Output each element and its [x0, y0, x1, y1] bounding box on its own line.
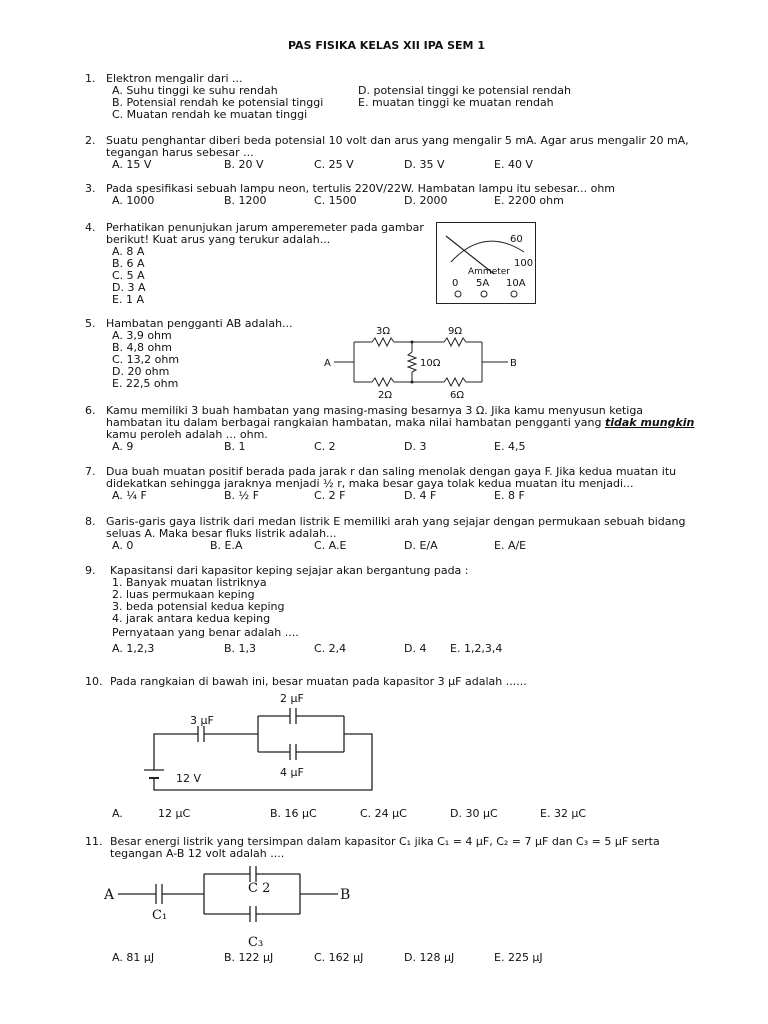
question-text-line1: Dua buah muatan positif berada pada jarak r dan saling menolak dengan gaya F. Jika kedua muatan itu — [106, 465, 677, 478]
option-a: A. Suhu tinggi ke suhu rendah — [112, 84, 278, 97]
option-e: E. 2200 ohm — [494, 194, 564, 207]
question-number: 8. — [85, 515, 96, 528]
node-b-label: B — [340, 887, 351, 903]
question-text-line1: Kamu memiliki 3 buah hambatan yang masing-masing besarnya 3 Ω. Jika kamu menyusun ketiga — [106, 404, 644, 417]
option-d: D. 4 F — [404, 489, 437, 502]
question-text-line3: kamu peroleh adalah ... ohm. — [106, 428, 268, 441]
statement-prompt: Pernyataan yang benar adalah .... — [112, 626, 299, 639]
label-c3: C₃ — [248, 935, 264, 950]
option-a-value: 12 μC — [158, 807, 191, 820]
option-d: D. 128 μJ — [404, 951, 455, 964]
label-12v: 12 V — [176, 772, 202, 785]
terminal-0 — [455, 291, 461, 297]
option-b: B. Potensial rendah ke potensial tinggi — [112, 96, 324, 109]
label-2uf: 2 μF — [280, 692, 304, 705]
option-e: E. A/E — [494, 539, 527, 552]
option-a: A. 8 A — [112, 245, 145, 258]
option-b: B. 1 — [224, 440, 246, 453]
option-c: C. 24 μC — [360, 807, 407, 820]
question-text-line1: Besar energi listrik yang tersimpan dalam kapasitor C₁ jika C₁ = 4 μF, C₂ = 7 μF dan C₃ = 5 μF serta — [110, 835, 660, 848]
label-4uf: 4 μF — [280, 766, 304, 779]
label-9-ohm: 9Ω — [448, 326, 463, 337]
ammeter-figure — [436, 222, 536, 304]
question-text: Kapasitansi dari kapasitor keping sejajar akan bergantung pada : — [110, 564, 469, 577]
question-text: Pada spesifikasi sebuah lampu neon, tertulis 220V/22W. Hambatan lampu itu sebesar... ohm — [106, 182, 616, 195]
option-a: A. ¼ F — [112, 489, 147, 502]
resistor-10-ohm — [408, 352, 416, 372]
question-text: Elektron mengalir dari ... — [106, 72, 243, 85]
statement-3: 3. beda potensial kedua keping — [112, 600, 285, 613]
junction-node — [411, 341, 414, 344]
option-e: E. 40 V — [494, 158, 533, 171]
option-b: B. 1200 — [224, 194, 267, 207]
option-a-letter: A. — [112, 807, 123, 820]
question-text-line2: berikut! Kuat arus yang terukur adalah... — [106, 233, 331, 246]
node-a-label: A — [324, 358, 331, 369]
statement-2: 2. luas permukaan keping — [112, 588, 255, 601]
option-c: C. A.E — [314, 539, 347, 552]
scale-label-100: 100 — [514, 258, 534, 269]
option-e: E. 1,2,3,4 — [450, 642, 503, 655]
terminal-5a — [481, 291, 487, 297]
option-a: A. 3,9 ohm — [112, 329, 172, 342]
option-c: C. 5 A — [112, 269, 145, 282]
emphasis-text: tidak mungkin — [604, 416, 695, 429]
terminal-label-10a: 10A — [506, 278, 526, 289]
option-c: C. 2,4 — [314, 642, 347, 655]
option-d: D. E/A — [404, 539, 438, 552]
question-number: 3. — [85, 182, 96, 195]
option-a: A. 9 — [112, 440, 134, 453]
option-e: E. 8 F — [494, 489, 525, 502]
option-e: E. 4,5 — [494, 440, 526, 453]
option-b: B. 6 A — [112, 257, 145, 270]
option-a: A. 15 V — [112, 158, 152, 171]
label-c1: C₁ — [152, 908, 168, 923]
label-3uf: 3 μF — [190, 714, 214, 727]
option-d: D. 20 ohm — [112, 365, 170, 378]
option-d: D. 35 V — [404, 158, 445, 171]
resistor-2-ohm — [372, 378, 394, 386]
option-b: B. 122 μJ — [224, 951, 274, 964]
option-e: E. 22,5 ohm — [112, 377, 179, 390]
resistor-3-ohm — [372, 338, 394, 346]
question-text: Pada rangkaian di bawah ini, besar muatan pada kapasitor 3 μF adalah ...... — [110, 675, 527, 688]
option-a: A. 1,2,3 — [112, 642, 155, 655]
question-text-line1: Garis-garis gaya listrik dari medan listrik E memiliki arah yang sejajar dengan permukaan sebuah bidang — [106, 515, 686, 528]
option-b: B. ½ F — [224, 489, 260, 502]
option-d: D. 3 — [404, 440, 427, 453]
resistor-circuit — [322, 322, 522, 402]
question-number: 6. — [85, 404, 96, 417]
question-number: 2. — [85, 134, 96, 147]
question-text: Hambatan pengganti AB adalah... — [106, 317, 293, 330]
option-d: D. 3 A — [112, 281, 146, 294]
question-text-line1: Suatu penghantar diberi beda potensial 10 volt dan arus yang mengalir 5 mA. Agar arus mengalir 20 mA, — [106, 134, 689, 147]
option-e: E. 1 A — [112, 293, 144, 306]
label-6-ohm: 6Ω — [450, 390, 465, 401]
meter-name: Ammeter — [468, 267, 510, 277]
question-text-line1: Perhatikan penunjukan jarum amperemeter pada gambar — [106, 221, 424, 234]
terminal-10a — [511, 291, 517, 297]
option-c: C. 2 — [314, 440, 336, 453]
option-c: C. 25 V — [314, 158, 354, 171]
junction-node — [411, 381, 414, 384]
question-text-line2: seluas A. Maka besar fluks listrik adalah... — [106, 527, 337, 540]
statement-1: 1. Banyak muatan listriknya — [112, 576, 267, 589]
wire — [154, 734, 198, 770]
node-a-label: A — [104, 887, 115, 903]
option-a: A. 1000 — [112, 194, 155, 207]
question-text-line2: didekatkan sehingga jaraknya menjadi ½ r, maka besar gaya tolak kedua muatan itu menjadi... — [106, 477, 634, 490]
option-c: C. Muatan rendah ke muatan tinggi — [112, 108, 308, 121]
option-d: D. 4 — [404, 642, 427, 655]
option-d: D. 30 μC — [450, 807, 498, 820]
question-number: 4. — [85, 221, 96, 234]
option-d: D. 2000 — [404, 194, 448, 207]
option-d: D. potensial tinggi ke potensial rendah — [358, 84, 571, 97]
option-e: E. 225 μJ — [494, 951, 543, 964]
label-10-ohm: 10Ω — [420, 358, 441, 369]
option-c: C. 13,2 ohm — [112, 353, 180, 366]
resistor-9-ohm — [444, 338, 466, 346]
label-2-ohm: 2Ω — [378, 390, 393, 401]
question-number: 7. — [85, 465, 96, 478]
question-number: 9. — [85, 564, 96, 577]
page-title: PAS FISIKA KELAS XII IPA SEM 1 — [288, 39, 485, 52]
option-c: C. 162 μJ — [314, 951, 364, 964]
option-b: B. 4,8 ohm — [112, 341, 172, 354]
statement-4: 4. jarak antara kedua keping — [112, 612, 271, 625]
question-number: 11. — [85, 835, 103, 848]
question-text-line2: tegangan A-B 12 volt adalah .... — [110, 847, 285, 860]
option-e: E. 32 μC — [540, 807, 587, 820]
question-text-line2: tegangan harus sebesar ... — [106, 146, 254, 159]
option-a: A. 81 μJ — [112, 951, 155, 964]
question-number: 5. — [85, 317, 96, 330]
option-e: E. muatan tinggi ke muatan rendah — [358, 96, 554, 109]
terminal-label-0: 0 — [452, 278, 459, 289]
option-b: B. 16 μC — [270, 807, 317, 820]
option-c: C. 2 F — [314, 489, 346, 502]
option-b: B. 20 V — [224, 158, 264, 171]
option-b: B. E.A — [210, 539, 243, 552]
capacitor-circuit-c1-c2-c3 — [100, 862, 360, 952]
label-c2: C 2 — [248, 881, 271, 896]
terminal-label-5a: 5A — [476, 278, 490, 289]
scale-label-60: 60 — [510, 234, 523, 245]
resistor-6-ohm — [444, 378, 466, 386]
label-3-ohm: 3Ω — [376, 326, 391, 337]
question-number: 1. — [85, 72, 96, 85]
question-number: 10. — [85, 675, 103, 688]
question-text-line2: hambatan itu dalam berbagai rangkaian hambatan, maka nilai hambatan pengganti yang tidak mungkin — [106, 416, 695, 429]
option-c: C. 1500 — [314, 194, 357, 207]
capacitor-circuit — [150, 690, 380, 802]
option-b: B. 1,3 — [224, 642, 257, 655]
option-a: A. 0 — [112, 539, 134, 552]
node-b-label: B — [510, 358, 517, 369]
